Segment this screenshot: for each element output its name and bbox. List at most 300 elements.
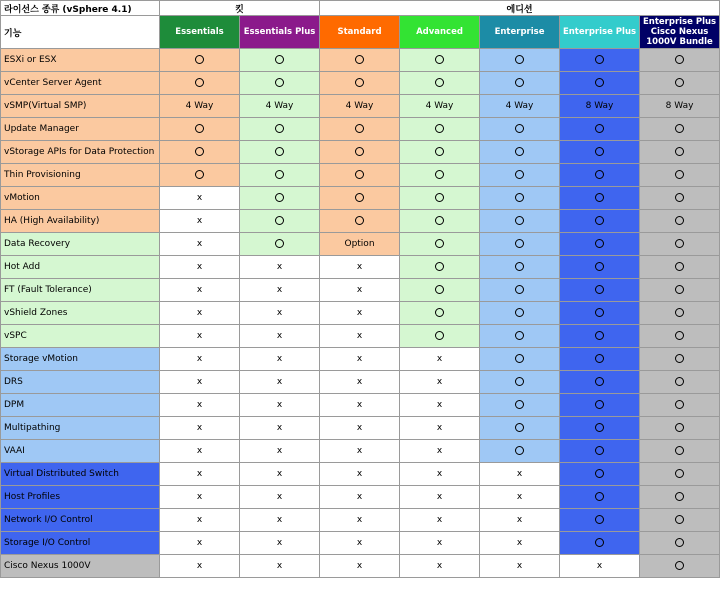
feature-name: Network I/O Control: [1, 509, 160, 532]
supported-cell: [480, 302, 560, 325]
circle-icon: [675, 124, 684, 133]
table-row: [1, 187, 720, 210]
table-row: [1, 509, 720, 532]
supported-cell: [640, 555, 720, 578]
supported-cell: [400, 325, 480, 348]
circle-icon: [515, 147, 524, 156]
unsupported-cell: [480, 509, 560, 532]
cross-mark: x: [196, 377, 203, 387]
value-cell: Option: [320, 233, 400, 256]
unsupported-cell: [320, 440, 400, 463]
feature-name: vStorage APIs for Data Protection: [1, 141, 160, 164]
supported-cell: [640, 118, 720, 141]
circle-icon: [355, 193, 364, 202]
feature-name: VAAI: [1, 440, 160, 463]
supported-cell: [640, 348, 720, 371]
cross-mark: x: [516, 538, 523, 548]
supported-cell: [640, 486, 720, 509]
circle-icon: [595, 216, 604, 225]
circle-icon: [355, 170, 364, 179]
table-row: [1, 463, 720, 486]
circle-icon: [595, 262, 604, 271]
unsupported-cell: [240, 371, 320, 394]
supported-cell: [400, 302, 480, 325]
circle-icon: [275, 216, 284, 225]
cross-mark: x: [516, 515, 523, 525]
supported-cell: [640, 509, 720, 532]
feature-name: vMotion: [1, 187, 160, 210]
cross-mark: x: [356, 446, 363, 456]
value-cell: 4 Way: [160, 95, 240, 118]
cross-mark: x: [436, 446, 443, 456]
cross-mark: x: [436, 561, 443, 571]
circle-icon: [355, 78, 364, 87]
cross-mark: x: [516, 469, 523, 479]
feature-name: vShield Zones: [1, 302, 160, 325]
cross-mark: x: [516, 561, 523, 571]
unsupported-cell: [160, 463, 240, 486]
value-cell: 8 Way: [640, 95, 720, 118]
table-row: [1, 371, 720, 394]
supported-cell: [560, 187, 640, 210]
supported-cell: [640, 164, 720, 187]
circle-icon: [515, 193, 524, 202]
supported-cell: [560, 371, 640, 394]
supported-cell: [160, 164, 240, 187]
value-cell: 4 Way: [480, 95, 560, 118]
unsupported-cell: [160, 509, 240, 532]
circle-icon: [675, 469, 684, 478]
circle-icon: [595, 354, 604, 363]
unsupported-cell: [240, 486, 320, 509]
table-row: [1, 325, 720, 348]
supported-cell: [560, 72, 640, 95]
circle-icon: [435, 170, 444, 179]
supported-cell: [640, 417, 720, 440]
feature-name: Storage vMotion: [1, 348, 160, 371]
unsupported-cell: [400, 486, 480, 509]
supported-cell: [480, 164, 560, 187]
unsupported-cell: [160, 371, 240, 394]
supported-cell: [240, 164, 320, 187]
cross-mark: x: [196, 446, 203, 456]
edition-column-header: Essentials Plus: [240, 16, 320, 49]
unsupported-cell: [320, 325, 400, 348]
unsupported-cell: [160, 233, 240, 256]
edition-column-header: Enterprise Plus Cisco Nexus 1000V Bundle: [640, 16, 720, 49]
supported-cell: [480, 371, 560, 394]
cross-mark: x: [276, 308, 283, 318]
cross-mark: x: [356, 561, 363, 571]
supported-cell: [160, 72, 240, 95]
cross-mark: x: [276, 492, 283, 502]
circle-icon: [515, 124, 524, 133]
unsupported-cell: [320, 371, 400, 394]
supported-cell: [560, 417, 640, 440]
circle-icon: [435, 216, 444, 225]
feature-name: Host Profiles: [1, 486, 160, 509]
cross-mark: x: [196, 285, 203, 295]
supported-cell: [240, 141, 320, 164]
circle-icon: [675, 400, 684, 409]
supported-cell: [480, 49, 560, 72]
circle-icon: [515, 285, 524, 294]
supported-cell: [400, 233, 480, 256]
table-row: [1, 440, 720, 463]
cross-mark: x: [436, 377, 443, 387]
feature-name: Multipathing: [1, 417, 160, 440]
feature-name: Hot Add: [1, 256, 160, 279]
table-row: [1, 486, 720, 509]
supported-cell: [480, 394, 560, 417]
circle-icon: [595, 377, 604, 386]
supported-cell: [640, 302, 720, 325]
unsupported-cell: [480, 532, 560, 555]
unsupported-cell: [240, 302, 320, 325]
circle-icon: [595, 124, 604, 133]
supported-cell: [400, 49, 480, 72]
circle-icon: [435, 239, 444, 248]
supported-cell: [400, 187, 480, 210]
unsupported-cell: [400, 394, 480, 417]
table-row: [1, 532, 720, 555]
unsupported-cell: [400, 509, 480, 532]
circle-icon: [435, 124, 444, 133]
table-row: [1, 394, 720, 417]
supported-cell: [160, 118, 240, 141]
unsupported-cell: [400, 463, 480, 486]
circle-icon: [675, 492, 684, 501]
feature-name: vSPC: [1, 325, 160, 348]
cross-mark: x: [276, 262, 283, 272]
unsupported-cell: [320, 417, 400, 440]
cross-mark: x: [356, 308, 363, 318]
circle-icon: [595, 331, 604, 340]
cross-mark: x: [276, 354, 283, 364]
cross-mark: x: [276, 561, 283, 571]
supported-cell: [560, 164, 640, 187]
circle-icon: [515, 308, 524, 317]
table-row: [1, 72, 720, 95]
cross-mark: x: [276, 538, 283, 548]
supported-cell: [400, 210, 480, 233]
circle-icon: [675, 239, 684, 248]
value-cell: 4 Way: [240, 95, 320, 118]
circle-icon: [515, 239, 524, 248]
unsupported-cell: [320, 256, 400, 279]
feature-name: ESXi or ESX: [1, 49, 160, 72]
unsupported-cell: [480, 463, 560, 486]
circle-icon: [595, 193, 604, 202]
unsupported-cell: [160, 555, 240, 578]
table-row: [1, 302, 720, 325]
circle-icon: [515, 55, 524, 64]
cross-mark: x: [196, 400, 203, 410]
supported-cell: [640, 325, 720, 348]
supported-cell: [560, 256, 640, 279]
circle-icon: [675, 354, 684, 363]
unsupported-cell: [560, 555, 640, 578]
circle-icon: [595, 239, 604, 248]
cross-mark: x: [276, 285, 283, 295]
circle-icon: [515, 262, 524, 271]
table-row: [1, 348, 720, 371]
circle-icon: [435, 78, 444, 87]
circle-icon: [675, 262, 684, 271]
value-cell: 4 Way: [320, 95, 400, 118]
cross-mark: x: [356, 354, 363, 364]
unsupported-cell: [400, 440, 480, 463]
supported-cell: [400, 72, 480, 95]
supported-cell: [320, 118, 400, 141]
circle-icon: [195, 55, 204, 64]
unsupported-cell: [400, 555, 480, 578]
circle-icon: [595, 55, 604, 64]
kit-header: 킷: [160, 1, 320, 16]
unsupported-cell: [160, 417, 240, 440]
circle-icon: [675, 170, 684, 179]
cross-mark: x: [356, 538, 363, 548]
unsupported-cell: [320, 302, 400, 325]
circle-icon: [595, 492, 604, 501]
circle-icon: [595, 78, 604, 87]
table-row: [1, 49, 720, 72]
cross-mark: x: [436, 538, 443, 548]
unsupported-cell: [240, 256, 320, 279]
circle-icon: [195, 170, 204, 179]
circle-icon: [275, 239, 284, 248]
cross-mark: x: [436, 515, 443, 525]
cross-mark: x: [356, 423, 363, 433]
cross-mark: x: [436, 423, 443, 433]
circle-icon: [595, 308, 604, 317]
unsupported-cell: [240, 325, 320, 348]
supported-cell: [400, 118, 480, 141]
supported-cell: [320, 72, 400, 95]
supported-cell: [320, 187, 400, 210]
supported-cell: [560, 210, 640, 233]
cross-mark: x: [196, 193, 203, 203]
unsupported-cell: [240, 348, 320, 371]
unsupported-cell: [400, 532, 480, 555]
cross-mark: x: [356, 515, 363, 525]
circle-icon: [675, 193, 684, 202]
unsupported-cell: [320, 279, 400, 302]
cross-mark: x: [356, 285, 363, 295]
unsupported-cell: [160, 256, 240, 279]
circle-icon: [675, 331, 684, 340]
cross-mark: x: [436, 400, 443, 410]
circle-icon: [675, 216, 684, 225]
cross-mark: x: [196, 262, 203, 272]
license-type-header: 라이선스 종류 (vSphere 4.1): [1, 1, 160, 16]
table-row: [1, 233, 720, 256]
cross-mark: x: [356, 469, 363, 479]
unsupported-cell: [160, 440, 240, 463]
unsupported-cell: [240, 440, 320, 463]
cross-mark: x: [276, 446, 283, 456]
supported-cell: [560, 486, 640, 509]
cross-mark: x: [196, 561, 203, 571]
circle-icon: [275, 55, 284, 64]
circle-icon: [435, 262, 444, 271]
circle-icon: [675, 538, 684, 547]
supported-cell: [560, 49, 640, 72]
unsupported-cell: [480, 555, 560, 578]
unsupported-cell: [320, 509, 400, 532]
circle-icon: [195, 147, 204, 156]
unsupported-cell: [320, 532, 400, 555]
unsupported-cell: [320, 394, 400, 417]
unsupported-cell: [160, 486, 240, 509]
circle-icon: [195, 78, 204, 87]
unsupported-cell: [320, 348, 400, 371]
table-row: [1, 164, 720, 187]
table-row: [1, 118, 720, 141]
circle-icon: [515, 170, 524, 179]
supported-cell: [400, 256, 480, 279]
circle-icon: [595, 170, 604, 179]
unsupported-cell: [240, 417, 320, 440]
circle-icon: [435, 285, 444, 294]
table-row: [1, 95, 720, 118]
cross-mark: x: [196, 331, 203, 341]
unsupported-cell: [160, 394, 240, 417]
circle-icon: [675, 308, 684, 317]
circle-icon: [515, 331, 524, 340]
supported-cell: [640, 371, 720, 394]
unsupported-cell: [320, 463, 400, 486]
circle-icon: [675, 377, 684, 386]
supported-cell: [560, 394, 640, 417]
circle-icon: [595, 538, 604, 547]
feature-header: 기능: [1, 16, 160, 49]
cross-mark: x: [276, 423, 283, 433]
supported-cell: [640, 440, 720, 463]
circle-icon: [355, 216, 364, 225]
supported-cell: [480, 256, 560, 279]
supported-cell: [480, 187, 560, 210]
supported-cell: [480, 210, 560, 233]
circle-icon: [515, 446, 524, 455]
feature-name: Storage I/O Control: [1, 532, 160, 555]
cross-mark: x: [596, 561, 603, 571]
circle-icon: [675, 423, 684, 432]
cross-mark: x: [436, 469, 443, 479]
table-row: [1, 279, 720, 302]
feature-name: HA (High Availability): [1, 210, 160, 233]
unsupported-cell: [160, 187, 240, 210]
circle-icon: [675, 561, 684, 570]
supported-cell: [320, 141, 400, 164]
unsupported-cell: [160, 210, 240, 233]
circle-icon: [515, 423, 524, 432]
table-row: [1, 417, 720, 440]
circle-icon: [515, 400, 524, 409]
unsupported-cell: [240, 394, 320, 417]
cross-mark: x: [356, 331, 363, 341]
unsupported-cell: [240, 532, 320, 555]
supported-cell: [640, 463, 720, 486]
feature-name: Update Manager: [1, 118, 160, 141]
cross-mark: x: [196, 308, 203, 318]
supported-cell: [560, 348, 640, 371]
circle-icon: [595, 400, 604, 409]
circle-icon: [275, 170, 284, 179]
supported-cell: [560, 118, 640, 141]
supported-cell: [560, 279, 640, 302]
feature-name: vCenter Server Agent: [1, 72, 160, 95]
supported-cell: [560, 532, 640, 555]
supported-cell: [240, 233, 320, 256]
cross-mark: x: [436, 492, 443, 502]
circle-icon: [595, 147, 604, 156]
cross-mark: x: [356, 400, 363, 410]
unsupported-cell: [240, 279, 320, 302]
cross-mark: x: [356, 492, 363, 502]
supported-cell: [560, 463, 640, 486]
cross-mark: x: [356, 262, 363, 272]
unsupported-cell: [160, 302, 240, 325]
cross-mark: x: [276, 400, 283, 410]
feature-name: Data Recovery: [1, 233, 160, 256]
circle-icon: [675, 285, 684, 294]
supported-cell: [480, 233, 560, 256]
value-cell: 8 Way: [560, 95, 640, 118]
circle-icon: [675, 515, 684, 524]
circle-icon: [275, 124, 284, 133]
circle-icon: [355, 147, 364, 156]
unsupported-cell: [320, 555, 400, 578]
supported-cell: [480, 72, 560, 95]
circle-icon: [675, 78, 684, 87]
unsupported-cell: [400, 371, 480, 394]
table-row: [1, 141, 720, 164]
supported-cell: [640, 256, 720, 279]
edition-column-header: Standard: [320, 16, 400, 49]
circle-icon: [595, 285, 604, 294]
supported-cell: [640, 49, 720, 72]
supported-cell: [320, 210, 400, 233]
circle-icon: [435, 55, 444, 64]
cross-mark: x: [196, 216, 203, 226]
table-row: [1, 555, 720, 578]
supported-cell: [320, 164, 400, 187]
edition-header: 에디션: [320, 1, 720, 16]
supported-cell: [640, 141, 720, 164]
cross-mark: x: [196, 239, 203, 249]
unsupported-cell: [240, 509, 320, 532]
unsupported-cell: [400, 348, 480, 371]
circle-icon: [515, 78, 524, 87]
cross-mark: x: [356, 377, 363, 387]
cross-mark: x: [276, 515, 283, 525]
supported-cell: [160, 49, 240, 72]
supported-cell: [560, 233, 640, 256]
supported-cell: [640, 187, 720, 210]
feature-name: DPM: [1, 394, 160, 417]
unsupported-cell: [160, 348, 240, 371]
table-row: [1, 256, 720, 279]
supported-cell: [560, 440, 640, 463]
circle-icon: [435, 331, 444, 340]
circle-icon: [675, 147, 684, 156]
supported-cell: [640, 394, 720, 417]
supported-cell: [240, 210, 320, 233]
edition-column-header: Essentials: [160, 16, 240, 49]
supported-cell: [560, 302, 640, 325]
supported-cell: [240, 187, 320, 210]
